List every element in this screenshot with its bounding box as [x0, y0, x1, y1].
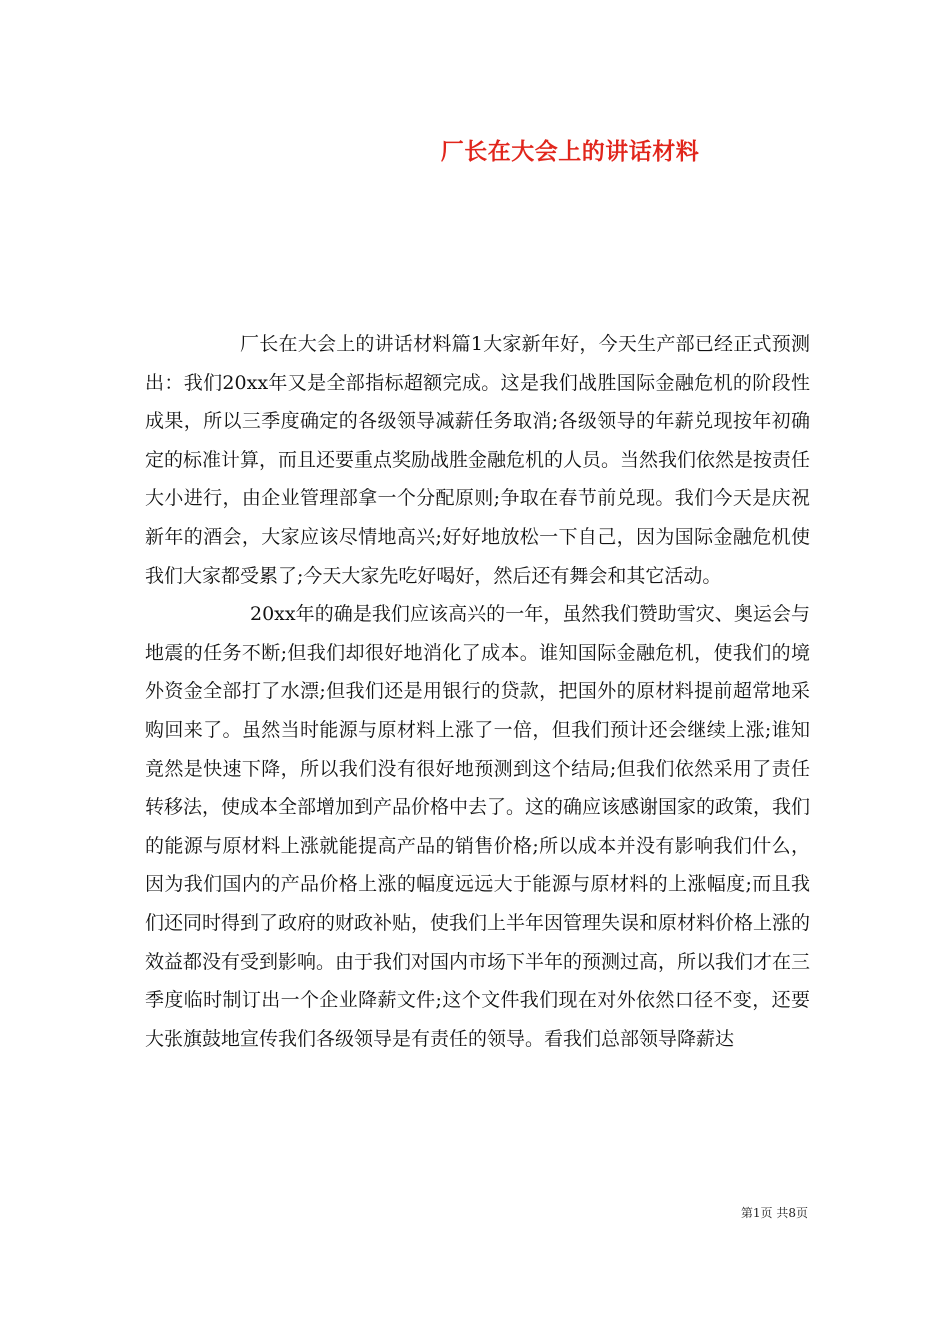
paragraph-1: 厂长在大会上的讲话材料篇1大家新年好，今天生产部已经正式预测出：我们20xx年又是全部指标超额完成。这是我们战胜国际金融危机的阶段性成果，所以三季度确定的各级领导减薪任务取消;各级领导的年薪兑现按年初确定的标准计算，而且还要重点奖励战胜金融危机的人员。当然我们依然是按责任大小进行，由企业管理部拿一个分配原则;争取在春节前兑现。我们今天是庆祝新年的酒会，大家应该尽情地高兴;好好地放松一下自己，因为国际金融危机使我们大家都受累了;今天大家先吃好喝好，然后还有舞会和其它活动。 — [145, 333, 811, 587]
document-title: 厂长在大会上的讲话材料 — [440, 138, 700, 165]
page-number-footer: 第1页 共8页 — [740, 1206, 808, 1220]
document-body — [145, 325, 810, 1058]
paragraph-2: 20xx年的确是我们应该高兴的一年，虽然我们赞助雪灾、奥运会与地震的任务不断;但我们却很好地消化了成本。谁知国际金融危机，使我们的境外资金全部打了水漂;但我们还是用银行的贷款，把国外的原材料提前超常地采购回来了。虽然当时能源与原材料上涨了一倍，但我们预计还会继续上涨;谁知竟然是快速下降，所以我们没有很好地预测到这个结局;但我们依然采用了责任转移法，使成本全部增加到产品价格中去了。这的确应该感谢国家的政策，我们的能源与原材料上涨就能提高产品的销售价格;所以成本并没有影响我们什么，因为我们国内的产品价格上涨的幅度远远大于能源与原材料的上涨幅度;而且我们还同时得到了政府的财政补贴，使我们上半年因管理失误和原材料价格上涨的效益都没有受到影响。由于我们对国内市场下半年的预测过高，所以我们才在三季度临时制订出一个企业降薪文件;这个文件我们现在对外依然口径不变，还要大张旗鼓地宣传我们各级领导是有责任的领导。看我们总部领导降薪达 — [145, 603, 811, 1050]
